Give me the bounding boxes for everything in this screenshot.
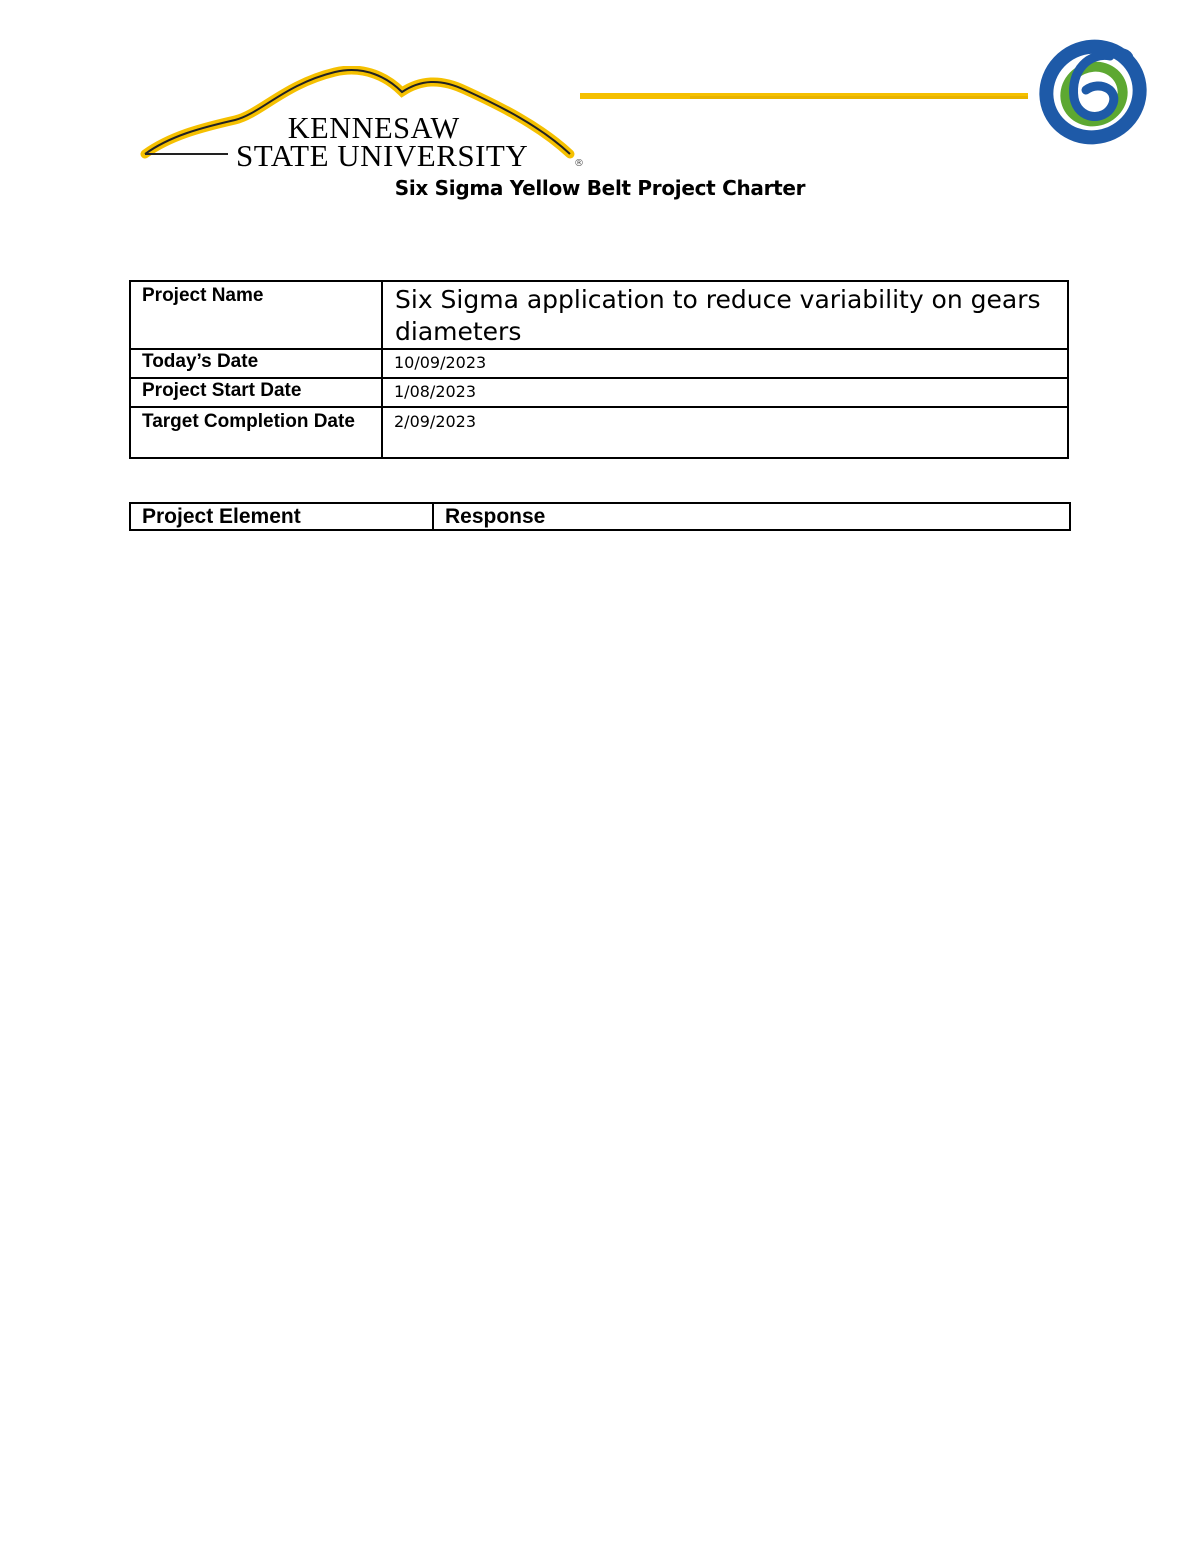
project-info-table [129, 280, 1069, 459]
todays-date-label: Today’s Date [130, 349, 382, 378]
project-element-table [129, 502, 1071, 531]
project-element-header: Project Element [130, 503, 433, 530]
project-name-value: Six Sigma application to reduce variability on gears diameters [382, 281, 1068, 349]
kennesaw-state-logo [140, 66, 590, 176]
todays-date-value: 10/09/2023 [382, 349, 1068, 378]
document-title: Six Sigma Yellow Belt Project Charter [394, 176, 806, 200]
header-gold-rule [580, 93, 1028, 99]
logo-wordmark-state-university: STATE UNIVERSITY [236, 138, 529, 173]
target-completion-date-value: 2/09/2023 [382, 407, 1068, 458]
six-sigma-logo-icon [1030, 30, 1156, 152]
table-row [130, 349, 1068, 378]
table-header-row [130, 503, 1070, 530]
logo-wordmark-kennesaw: KENNESAW [287, 110, 460, 145]
project-name-label: Project Name [130, 281, 382, 349]
table-row [130, 407, 1068, 458]
target-completion-date-label: Target Completion Date [130, 407, 382, 458]
response-header: Response [433, 503, 1070, 530]
registered-mark: ® [574, 158, 584, 169]
table-row [130, 281, 1068, 349]
project-start-date-value: 1/08/2023 [382, 378, 1068, 407]
project-start-date-label: Project Start Date [130, 378, 382, 407]
table-row [130, 378, 1068, 407]
